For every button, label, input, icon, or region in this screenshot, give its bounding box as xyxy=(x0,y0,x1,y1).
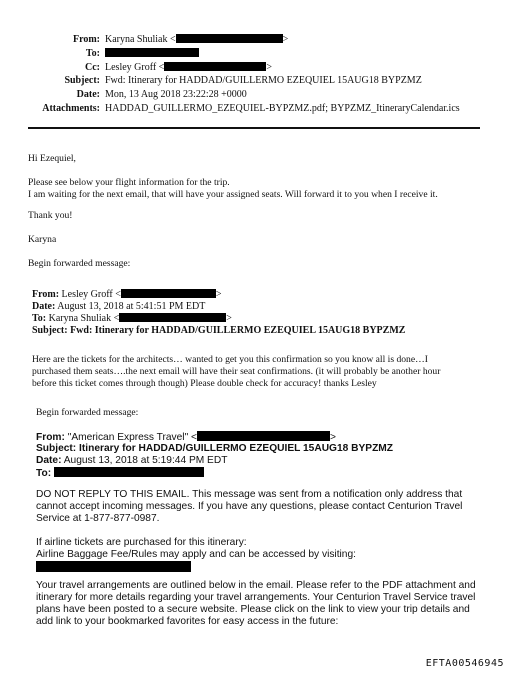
airline-line: Airline Baggage Fee/Rules may apply and can be accessed by visiting: xyxy=(36,549,356,560)
subject-label: Subject: xyxy=(32,325,68,336)
subject-label: Subject: xyxy=(64,75,100,86)
date-label: Date: xyxy=(32,301,56,312)
redacted-email xyxy=(164,62,266,71)
from-value: Lesley Groff < xyxy=(61,289,121,300)
redacted-email xyxy=(197,431,330,441)
from-value: "American Express Travel" < xyxy=(67,432,197,443)
travel-line: add link to your bookmarked favorites for easy access in the future: xyxy=(36,616,339,627)
greeting: Hi Ezequiel, xyxy=(28,153,76,164)
subject-value: Fwd: Itinerary for HADDAD/GUILLERMO EZEQUIEL 15AUG18 BYPZMZ xyxy=(70,325,406,336)
body-line: Please see below your flight information for the trip. xyxy=(28,177,230,188)
document-id: EFTA00546945 xyxy=(425,658,504,669)
to-label: To: xyxy=(85,48,100,59)
redacted-recipient xyxy=(105,48,199,57)
date-value: Mon, 13 Aug 2018 23:22:28 +0000 xyxy=(105,89,247,100)
cc-value: Lesley Groff < xyxy=(105,62,165,73)
travel-line: plans have been posted to a secure website. Please click on the link to view your trip details and xyxy=(36,604,470,615)
cc-label: Cc: xyxy=(85,62,100,73)
from-value: Karyna Shuliak < xyxy=(105,34,176,45)
subject-value: Itinerary for HADDAD/GUILLERMO EZEQUIEL 15AUG18 BYPZMZ xyxy=(79,443,394,454)
forwarded-label: Begin forwarded message: xyxy=(36,407,139,418)
forwarded-label: Begin forwarded message: xyxy=(28,258,131,269)
body-line: Here are the tickets for the architects… wanted to get you this confirmation so you know all is done…I xyxy=(32,354,428,365)
redacted-email xyxy=(121,289,216,298)
header-divider xyxy=(28,127,480,129)
from-label: From: xyxy=(32,289,60,300)
thanks: Thank you! xyxy=(28,210,73,221)
airline-line: If airline tickets are purchased for this itinerary: xyxy=(36,537,247,548)
from-label: From: xyxy=(72,34,100,45)
body-line: I am waiting for the next email, that will have your assigned seats. Will forward it to you when I receive it. xyxy=(28,189,438,200)
signature: Karyna xyxy=(28,234,57,245)
attachments-label: Attachments: xyxy=(42,103,100,114)
to-value: Karyna Shuliak < xyxy=(48,313,120,324)
notice-line: DO NOT REPLY TO THIS EMAIL. This message was sent from a notification only address that xyxy=(36,489,463,500)
notice-line: cannot accept incoming messages. If you have any questions, please contact Centurion Travel xyxy=(36,501,463,512)
redacted-recipient xyxy=(54,467,204,477)
date-label: Date: xyxy=(76,89,100,100)
date-value: August 13, 2018 at 5:19:44 PM EDT xyxy=(63,455,228,466)
body-line: before this ticket comes through though) Please double check for accuracy! thanks Lesley xyxy=(32,378,377,389)
redacted-email xyxy=(176,34,283,43)
subject-value: Fwd: Itinerary for HADDAD/GUILLERMO EZEQUIEL 15AUG18 BYPZMZ xyxy=(105,75,422,86)
redacted-link xyxy=(36,561,191,572)
date-value: August 13, 2018 at 5:41:51 PM EDT xyxy=(57,301,206,312)
redacted-email xyxy=(119,313,226,322)
to-label: To: xyxy=(32,313,47,324)
notice-line: Service at 1-877-877-0987. xyxy=(36,513,160,524)
body-line: purchased them seats….the next email will have their seat confirmations. (it will probably be another hour xyxy=(32,366,441,377)
from-label: From: xyxy=(36,432,65,443)
date-label: Date: xyxy=(36,455,62,466)
travel-line: Your travel arrangements are outlined below in the email. Please refer to the PDF attachment and xyxy=(36,580,476,591)
attachments-value: HADDAD_GUILLERMO_EZEQUIEL-BYPZMZ.pdf; BYPZMZ_ItineraryCalendar.ics xyxy=(105,103,460,114)
travel-line: itinerary for more details regarding your travel arrangements. Your Centurion Travel Service travel xyxy=(36,592,476,603)
to-label: To: xyxy=(36,468,52,479)
subject-label: Subject: xyxy=(36,443,77,454)
